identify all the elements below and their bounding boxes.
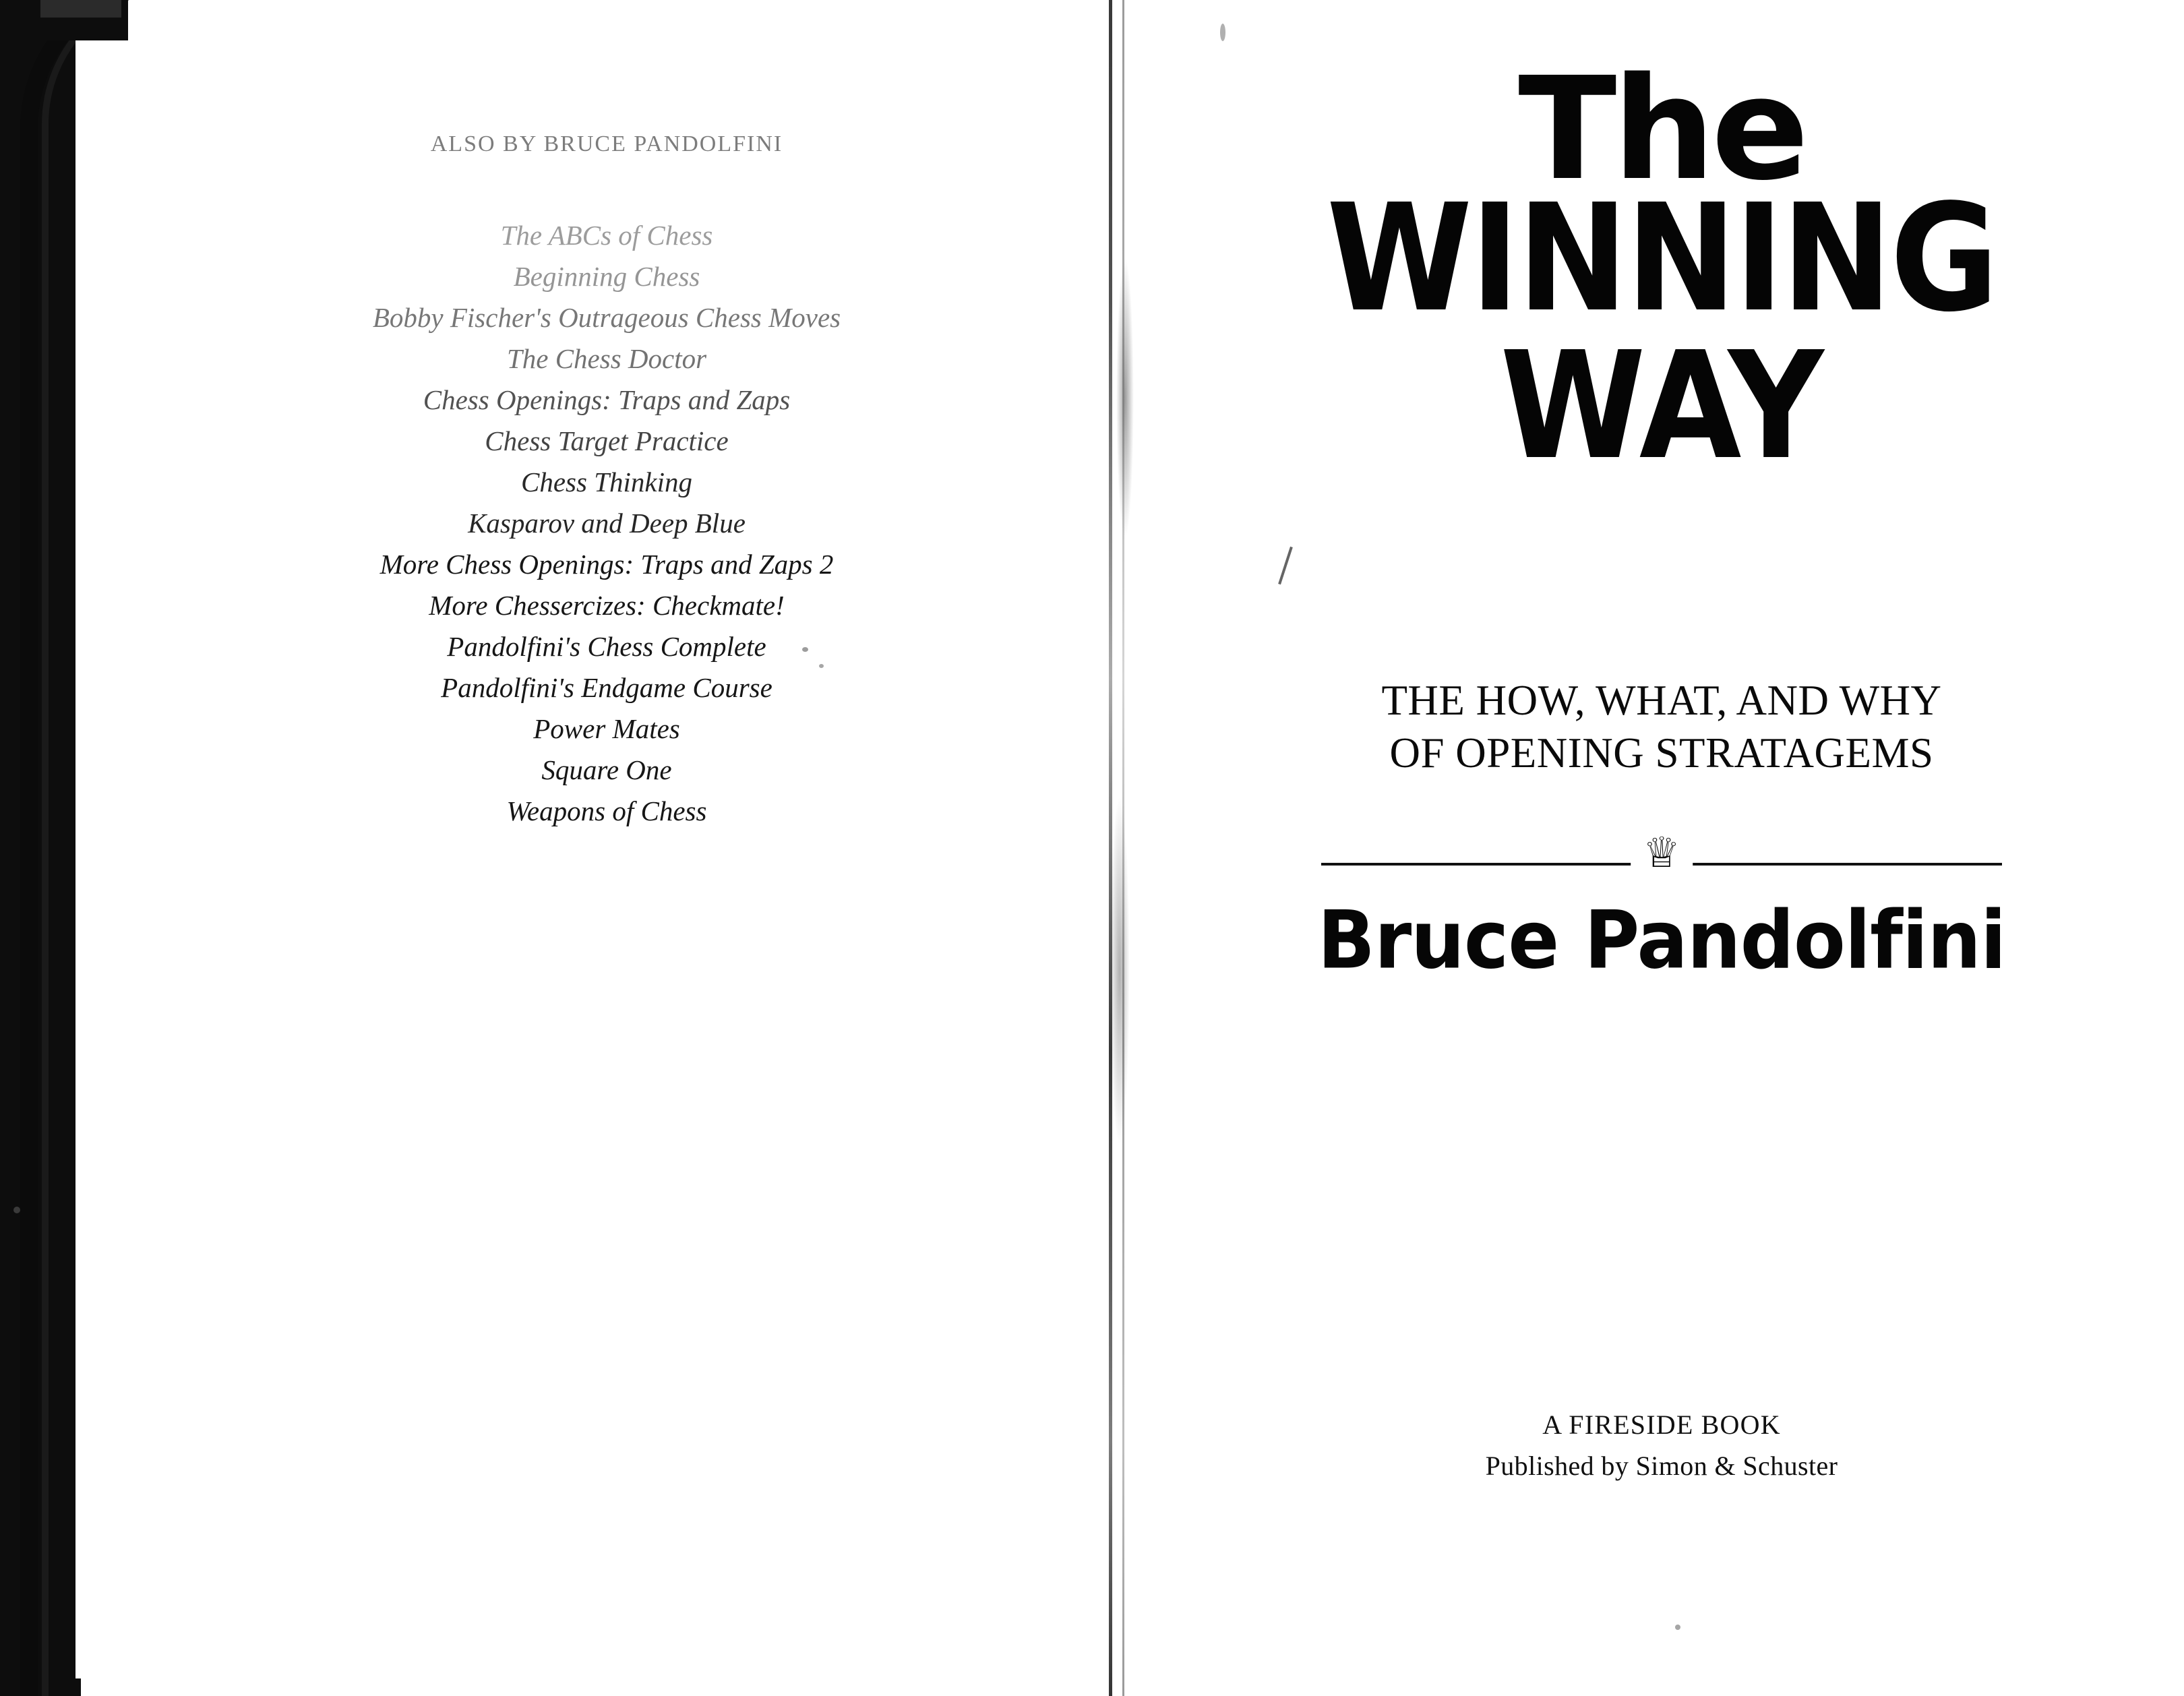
title-line-way: WAY [1500,320,1823,493]
gutter-smudge [1116,256,1134,539]
list-item: Beginning Chess [513,261,700,292]
right-page [1139,0,2184,1696]
also-by-book-list [270,215,944,832]
scan-speck [1220,24,1225,41]
page-gutter [1092,0,1139,1696]
title-page [1139,0,2184,1696]
publisher-block [1257,1409,2066,1482]
scan-speck [13,1207,20,1213]
list-item: Power Mates [533,713,680,744]
list-item: Weapons of Chess [506,795,707,826]
list-item: Square One [541,754,672,785]
chess-queen-icon: ♕ [1631,835,1693,872]
stray-pencil-mark [1278,547,1293,584]
gutter-smudge [1110,795,1130,1146]
list-item: Kasparov and Deep Blue [468,508,746,539]
subtitle-line-1: THE HOW, WHAT, AND WHY [1381,677,1942,724]
also-by-block [270,131,944,832]
scan-page-margin [75,20,129,1678]
also-by-heading: ALSO BY BRUCE PANDOLFINI [430,131,783,156]
scan-corner-blot-secondary [40,0,121,18]
list-item: Chess Target Practice [485,425,729,456]
scan-speck [1675,1625,1680,1630]
publisher-name: Published by Simon & Schuster [1485,1451,1838,1481]
list-item: Bobby Fischer's Outrageous Chess Moves [372,302,841,333]
subtitle [1213,674,2110,779]
imprint-name: A FIRESIDE BOOK [1542,1410,1781,1440]
list-item: Pandolfini's Endgame Course [441,672,772,703]
list-item: The Chess Doctor [506,343,707,374]
list-item: Pandolfini's Chess Complete [447,631,766,662]
divider [1321,830,2002,876]
title-line-winning: WINNING [1326,173,1997,345]
subtitle-line-2: OF OPENING STRATAGEMS [1389,729,1934,777]
list-item: More Chess Openings: Traps and Zaps 2 [380,549,834,580]
list-item: Chess Thinking [521,466,692,497]
list-item: More Chessercizes: Checkmate! [429,590,785,621]
title-line-the: The [1518,47,1805,212]
list-item: Chess Openings: Traps and Zaps [423,384,791,415]
list-item: The ABCs of Chess [500,220,713,251]
page-title [1217,47,2106,493]
author-name: Bruce Pandolfini [1317,894,2006,987]
